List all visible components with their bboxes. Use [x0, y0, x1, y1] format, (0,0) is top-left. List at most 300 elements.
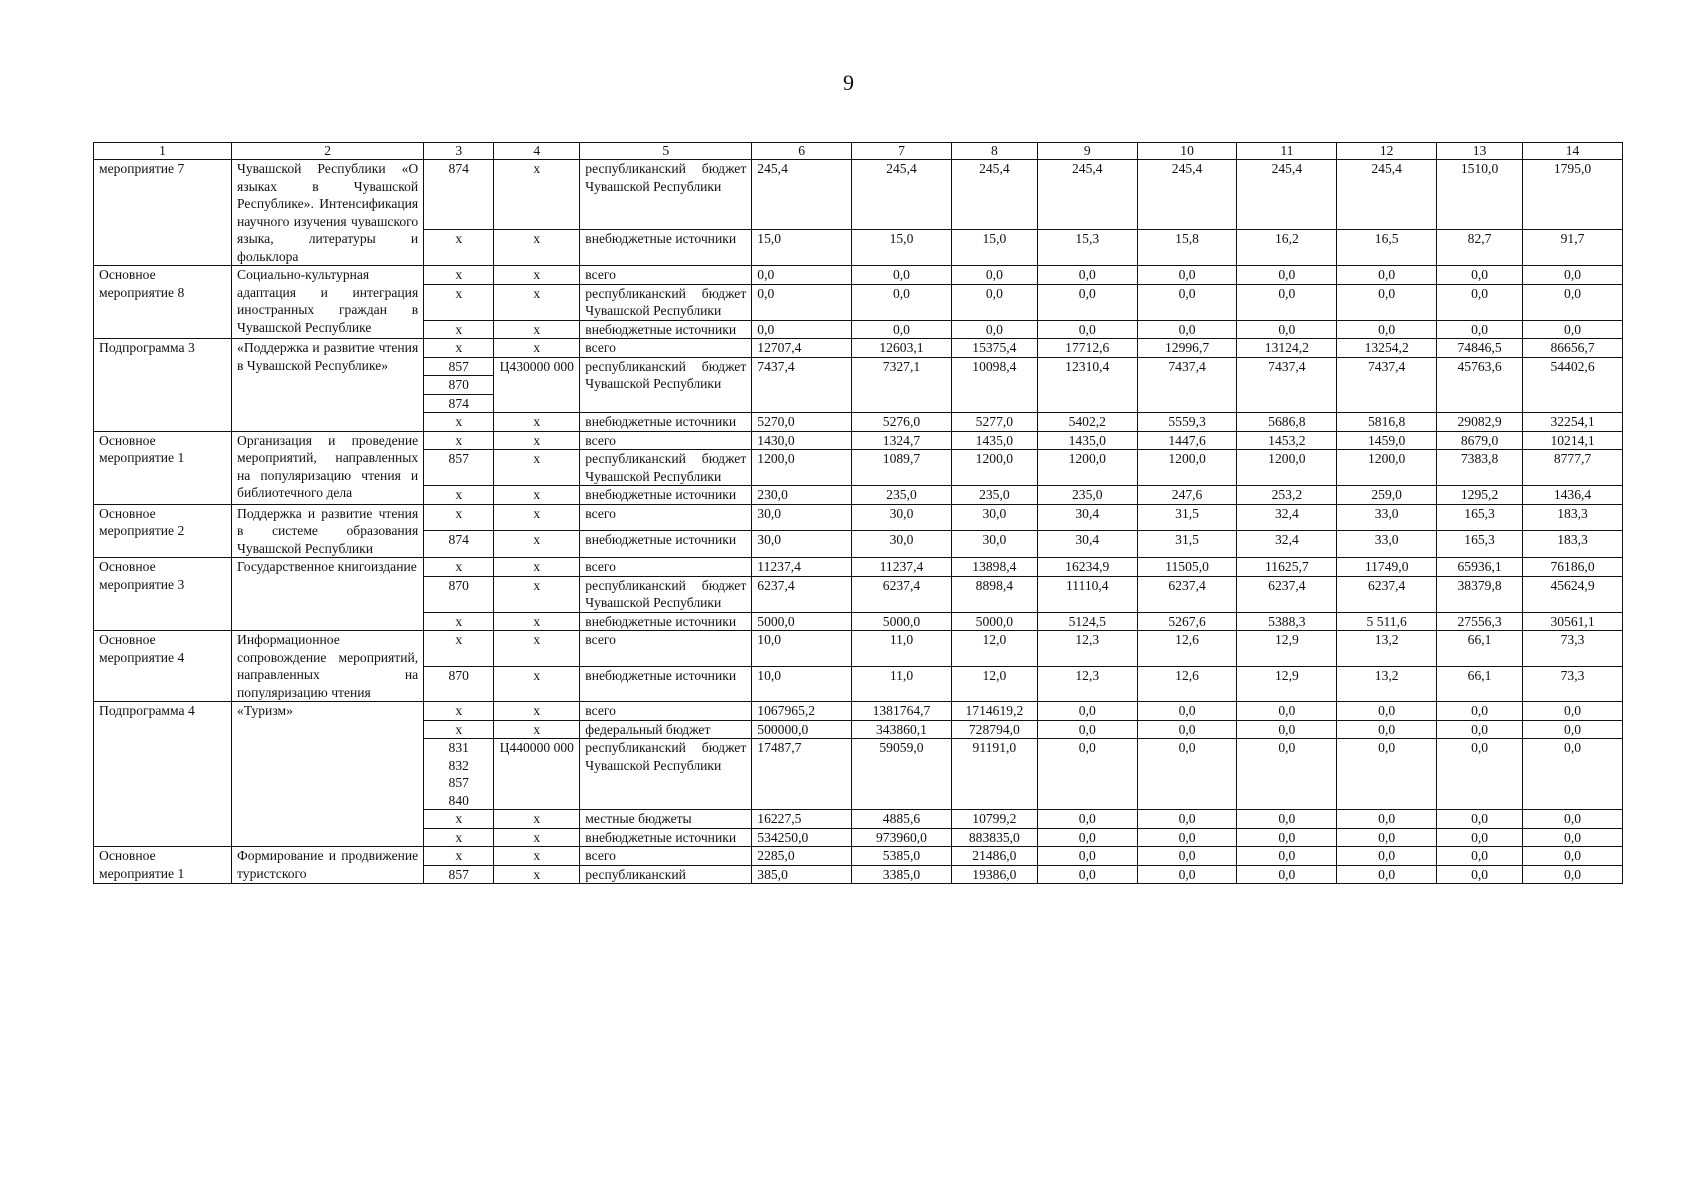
funding-source: республиканский — [580, 865, 752, 884]
amount-cell: 343860,1 — [852, 720, 952, 739]
amount-cell: 15,0 — [752, 230, 852, 266]
amount-cell: 165,3 — [1437, 531, 1523, 558]
amount-cell: 16,2 — [1237, 230, 1337, 266]
amount-cell: 12,9 — [1237, 666, 1337, 702]
amount-cell: 0,0 — [1037, 739, 1137, 810]
amount-cell: 534250,0 — [752, 828, 852, 847]
ministry-code-cell — [424, 612, 494, 631]
amount-cell: 245,4 — [852, 160, 952, 230]
amount-cell: 12707,4 — [752, 339, 852, 358]
funding-source: внебюджетные источники — [580, 230, 752, 266]
section-label: Подпрограмма 4 — [94, 702, 232, 847]
ministry-code-cell — [424, 720, 494, 739]
amount-cell: 66,1 — [1437, 631, 1523, 667]
amount-cell: 45624,9 — [1523, 576, 1623, 612]
funding-source: республиканский бюджет Чувашской Республики — [580, 357, 752, 413]
amount-cell: 30,0 — [852, 531, 952, 558]
budget-classification-code: x — [494, 431, 580, 450]
column-number-row — [94, 143, 1623, 160]
table-row — [94, 504, 1623, 531]
funding-source: всего — [580, 504, 752, 531]
amount-cell: 5559,3 — [1137, 413, 1237, 432]
table-row — [94, 160, 1623, 230]
amount-cell: 32,4 — [1237, 531, 1337, 558]
amount-cell: 245,4 — [1337, 160, 1437, 230]
amount-cell: 0,0 — [1137, 739, 1237, 810]
table-row — [94, 339, 1623, 358]
amount-cell: 0,0 — [1337, 320, 1437, 339]
section-name: Государственное книгоиздание — [232, 558, 424, 631]
ministry-code: x — [455, 632, 463, 647]
amount-cell: 16,5 — [1337, 230, 1437, 266]
ministry-code: x — [455, 432, 463, 448]
amount-cell: 11110,4 — [1037, 576, 1137, 612]
amount-cell: 245,4 — [951, 160, 1037, 230]
ministry-code: 870 — [448, 667, 469, 683]
page-number: 9 — [843, 70, 854, 95]
section-label: Основное мероприятие 2 — [94, 504, 232, 558]
section-label: Основное мероприятие 8 — [94, 266, 232, 339]
budget-classification-code: x — [494, 828, 580, 847]
funding-source: всего — [580, 431, 752, 450]
amount-cell: 183,3 — [1523, 504, 1623, 531]
amount-cell: 0,0 — [852, 320, 952, 339]
amount-cell: 12,3 — [1037, 631, 1137, 667]
amount-cell: 0,0 — [951, 266, 1037, 285]
amount-cell: 0,0 — [752, 284, 852, 320]
amount-cell: 7437,4 — [1337, 357, 1437, 413]
amount-cell: 8777,7 — [1523, 450, 1623, 486]
amount-cell: 76186,0 — [1523, 558, 1623, 577]
amount-cell: 5124,5 — [1037, 612, 1137, 631]
amount-cell: 13898,4 — [951, 558, 1037, 577]
amount-cell: 5000,0 — [852, 612, 952, 631]
amount-cell: 59059,0 — [852, 739, 952, 810]
amount-cell: 253,2 — [1237, 486, 1337, 505]
budget-classification-code: x — [494, 666, 580, 702]
amount-cell: 0,0 — [1037, 865, 1137, 884]
amount-cell: 0,0 — [1237, 865, 1337, 884]
ministry-code: x — [455, 829, 463, 845]
amount-cell: 230,0 — [752, 486, 852, 505]
amount-cell: 183,3 — [1523, 531, 1623, 558]
budget-classification-code: x — [494, 810, 580, 829]
amount-cell: 19386,0 — [951, 865, 1037, 884]
section-name: «Туризм» — [232, 702, 424, 847]
section-label: Основное мероприятие 4 — [94, 631, 232, 702]
amount-cell: 0,0 — [1523, 266, 1623, 285]
ministry-code-cell — [424, 531, 494, 558]
amount-cell: 30,4 — [1037, 531, 1137, 558]
amount-cell: 245,4 — [1037, 160, 1137, 230]
amount-cell: 21486,0 — [951, 847, 1037, 866]
amount-cell: 82,7 — [1437, 230, 1523, 266]
ministry-code: x — [455, 321, 463, 337]
amount-cell: 66,1 — [1437, 666, 1523, 702]
funding-source: внебюджетные источники — [580, 666, 752, 702]
ministry-code: 831 — [448, 740, 469, 755]
amount-cell: 0,0 — [1337, 739, 1437, 810]
column-number-4: 4 — [494, 143, 580, 160]
funding-source: республиканский бюджет Чувашской Республики — [580, 739, 752, 810]
section-name: Социально-культурная адаптация и интеграция иностранных граждан в Чувашской Республике — [232, 266, 424, 339]
amount-cell: 1435,0 — [951, 431, 1037, 450]
ministry-code: 874 — [448, 395, 469, 411]
amount-cell: 45763,6 — [1437, 357, 1523, 413]
amount-cell: 0,0 — [1523, 865, 1623, 884]
ministry-code-cell — [424, 847, 494, 866]
funding-source: всего — [580, 702, 752, 721]
amount-cell: 0,0 — [1137, 810, 1237, 829]
amount-cell: 1459,0 — [1337, 431, 1437, 450]
section-name: Организация и проведение мероприятий, направленных на популяризацию чтения и библиотечного дела — [232, 431, 424, 504]
budget-classification-code: x — [494, 486, 580, 505]
amount-cell: 6237,4 — [1337, 576, 1437, 612]
budget-classification-code: x — [494, 230, 580, 266]
amount-cell: 15,8 — [1137, 230, 1237, 266]
amount-cell: 5267,6 — [1137, 612, 1237, 631]
budget-classification-code: x — [494, 413, 580, 432]
ministry-code: x — [455, 285, 463, 301]
amount-cell: 0,0 — [1137, 320, 1237, 339]
ministry-code-cell — [424, 413, 494, 432]
ministry-code-cell — [424, 558, 494, 577]
amount-cell: 0,0 — [1137, 865, 1237, 884]
amount-cell: 74846,5 — [1437, 339, 1523, 358]
budget-classification-code: x — [494, 612, 580, 631]
funding-source: республиканский бюджет Чувашской Республики — [580, 284, 752, 320]
funding-source: внебюджетные источники — [580, 413, 752, 432]
amount-cell: 0,0 — [1137, 266, 1237, 285]
amount-cell: 1430,0 — [752, 431, 852, 450]
budget-classification-code: x — [494, 339, 580, 358]
funding-source: всего — [580, 266, 752, 285]
amount-cell: 235,0 — [852, 486, 952, 505]
ministry-code-cell — [424, 486, 494, 505]
amount-cell: 0,0 — [752, 266, 852, 285]
amount-cell: 13,2 — [1337, 666, 1437, 702]
column-number-9: 9 — [1037, 143, 1137, 160]
amount-cell: 0,0 — [1437, 739, 1523, 810]
amount-cell: 73,3 — [1523, 666, 1623, 702]
amount-cell: 31,5 — [1137, 531, 1237, 558]
amount-cell: 17712,6 — [1037, 339, 1137, 358]
amount-cell: 30,0 — [951, 531, 1037, 558]
amount-cell: 7437,4 — [1137, 357, 1237, 413]
amount-cell: 1200,0 — [951, 450, 1037, 486]
amount-cell: 6237,4 — [1137, 576, 1237, 612]
amount-cell: 0,0 — [752, 320, 852, 339]
amount-cell: 4885,6 — [852, 810, 952, 829]
amount-cell: 15375,4 — [951, 339, 1037, 358]
amount-cell: 32254,1 — [1523, 413, 1623, 432]
amount-cell: 728794,0 — [951, 720, 1037, 739]
amount-cell: 0,0 — [1523, 739, 1623, 810]
amount-cell: 5686,8 — [1237, 413, 1337, 432]
amount-cell: 10799,2 — [951, 810, 1037, 829]
ministry-code: x — [455, 267, 463, 282]
ministry-code: 857 — [448, 866, 469, 882]
amount-cell: 1200,0 — [1237, 450, 1337, 486]
column-number-13: 13 — [1437, 143, 1523, 160]
budget-classification-code: x — [494, 266, 580, 285]
amount-cell: 11749,0 — [1337, 558, 1437, 577]
amount-cell: 0,0 — [1337, 810, 1437, 829]
amount-cell: 1200,0 — [1337, 450, 1437, 486]
section-label: Основное мероприятие 1 — [94, 847, 232, 884]
amount-cell: 0,0 — [1037, 702, 1137, 721]
amount-cell: 0,0 — [1337, 847, 1437, 866]
amount-cell: 12,9 — [1237, 631, 1337, 667]
section-name: Информационное сопровождение мероприятий, направленных на популяризацию чтения — [232, 631, 424, 702]
table-row — [94, 631, 1623, 667]
ministry-code: 874 — [448, 532, 469, 548]
amount-cell: 0,0 — [1523, 847, 1623, 866]
amount-cell: 30561,1 — [1523, 612, 1623, 631]
funding-source: всего — [580, 558, 752, 577]
amount-cell: 11625,7 — [1237, 558, 1337, 577]
amount-cell: 2285,0 — [752, 847, 852, 866]
budget-classification-code: x — [494, 504, 580, 531]
funding-source: местные бюджеты — [580, 810, 752, 829]
ministry-code: x — [455, 505, 463, 521]
amount-cell: 0,0 — [1437, 847, 1523, 866]
funding-source: внебюджетные источники — [580, 486, 752, 505]
amount-cell: 0,0 — [1337, 702, 1437, 721]
amount-cell: 5000,0 — [752, 612, 852, 631]
amount-cell: 0,0 — [1523, 702, 1623, 721]
amount-cell: 5 511,6 — [1337, 612, 1437, 631]
funding-source: внебюджетные источники — [580, 612, 752, 631]
amount-cell: 12,6 — [1137, 666, 1237, 702]
amount-cell: 0,0 — [1237, 266, 1337, 285]
budget-classification-code: x — [494, 576, 580, 612]
amount-cell: 0,0 — [852, 284, 952, 320]
budget-classification-code: x — [494, 558, 580, 577]
amount-cell: 1067965,2 — [752, 702, 852, 721]
column-number-11: 11 — [1237, 143, 1337, 160]
budget-classification-code: x — [494, 531, 580, 558]
amount-cell: 91191,0 — [951, 739, 1037, 810]
amount-cell: 0,0 — [1237, 847, 1337, 866]
section-label: Основное мероприятие 3 — [94, 558, 232, 631]
table-row — [94, 847, 1623, 866]
amount-cell: 0,0 — [951, 284, 1037, 320]
amount-cell: 0,0 — [1337, 284, 1437, 320]
budget-table — [93, 142, 1623, 884]
amount-cell: 15,0 — [852, 230, 952, 266]
column-number-1: 1 — [94, 143, 232, 160]
amount-cell: 8898,4 — [951, 576, 1037, 612]
amount-cell: 245,4 — [1137, 160, 1237, 230]
amount-cell: 0,0 — [1337, 828, 1437, 847]
ministry-code-cell — [424, 739, 494, 810]
ministry-code-cell — [424, 666, 494, 702]
ministry-code: 832 — [448, 757, 469, 773]
column-number-5: 5 — [580, 143, 752, 160]
amount-cell: 0,0 — [1237, 828, 1337, 847]
amount-cell: 0,0 — [1037, 810, 1137, 829]
amount-cell: 33,0 — [1337, 531, 1437, 558]
amount-cell: 0,0 — [1437, 720, 1523, 739]
ministry-code-cell — [424, 320, 494, 339]
amount-cell: 0,0 — [1237, 810, 1337, 829]
amount-cell: 1435,0 — [1037, 431, 1137, 450]
amount-cell: 1200,0 — [1037, 450, 1137, 486]
table-row — [94, 702, 1623, 721]
section-label: мероприятие 7 — [94, 160, 232, 266]
funding-source: всего — [580, 631, 752, 667]
amount-cell: 0,0 — [1337, 266, 1437, 285]
ministry-code-cell — [424, 450, 494, 486]
amount-cell: 65936,1 — [1437, 558, 1523, 577]
amount-cell: 15,3 — [1037, 230, 1137, 266]
column-number-10: 10 — [1137, 143, 1237, 160]
amount-cell: 12,3 — [1037, 666, 1137, 702]
amount-cell: 30,0 — [951, 504, 1037, 531]
column-number-7: 7 — [852, 143, 952, 160]
amount-cell: 0,0 — [1523, 320, 1623, 339]
amount-cell: 0,0 — [852, 266, 952, 285]
column-number-12: 12 — [1337, 143, 1437, 160]
amount-cell: 38379,8 — [1437, 576, 1523, 612]
amount-cell: 0,0 — [951, 320, 1037, 339]
amount-cell: 1795,0 — [1523, 160, 1623, 230]
ministry-code: x — [455, 340, 463, 355]
ministry-code-cell — [424, 160, 494, 230]
amount-cell: 7437,4 — [1237, 357, 1337, 413]
amount-cell: 11,0 — [852, 631, 952, 667]
ministry-code: 857 — [448, 775, 469, 790]
ministry-code-cell — [424, 230, 494, 266]
amount-cell: 0,0 — [1137, 847, 1237, 866]
budget-classification-code: Ц440000 000 — [494, 739, 580, 810]
budget-classification-code: x — [494, 631, 580, 667]
amount-cell: 0,0 — [1437, 702, 1523, 721]
ministry-code: 857 — [424, 358, 493, 377]
amount-cell: 12996,7 — [1137, 339, 1237, 358]
ministry-code-cell — [424, 431, 494, 450]
ministry-code-cell — [424, 266, 494, 285]
amount-cell: 973960,0 — [852, 828, 952, 847]
section-label: Основное мероприятие 1 — [94, 431, 232, 504]
column-number-6: 6 — [752, 143, 852, 160]
column-number-14: 14 — [1523, 143, 1623, 160]
amount-cell: 0,0 — [1237, 284, 1337, 320]
amount-cell: 0,0 — [1037, 828, 1137, 847]
amount-cell: 0,0 — [1437, 320, 1523, 339]
amount-cell: 12310,4 — [1037, 357, 1137, 413]
amount-cell: 1200,0 — [1137, 450, 1237, 486]
amount-cell: 13254,2 — [1337, 339, 1437, 358]
budget-classification-code: x — [494, 720, 580, 739]
ministry-code: x — [455, 231, 463, 247]
amount-cell: 5000,0 — [951, 612, 1037, 631]
amount-cell: 13124,2 — [1237, 339, 1337, 358]
amount-cell: 0,0 — [1437, 284, 1523, 320]
amount-cell: 1436,4 — [1523, 486, 1623, 505]
amount-cell: 0,0 — [1237, 702, 1337, 721]
amount-cell: 0,0 — [1523, 810, 1623, 829]
amount-cell: 10098,4 — [951, 357, 1037, 413]
amount-cell: 0,0 — [1337, 720, 1437, 739]
ministry-code: x — [455, 811, 463, 826]
amount-cell: 33,0 — [1337, 504, 1437, 531]
amount-cell: 1295,2 — [1437, 486, 1523, 505]
budget-classification-code: x — [494, 320, 580, 339]
ministry-code: 840 — [448, 792, 469, 808]
amount-cell: 0,0 — [1237, 320, 1337, 339]
amount-cell: 1200,0 — [752, 450, 852, 486]
amount-cell: 16227,5 — [752, 810, 852, 829]
table-row — [94, 266, 1623, 285]
amount-cell: 5402,2 — [1037, 413, 1137, 432]
amount-cell: 54402,6 — [1523, 357, 1623, 413]
amount-cell: 5276,0 — [852, 413, 952, 432]
amount-cell: 5385,0 — [852, 847, 952, 866]
ministry-code: x — [455, 613, 463, 629]
amount-cell: 0,0 — [1137, 720, 1237, 739]
amount-cell: 12,6 — [1137, 631, 1237, 667]
table-row — [94, 558, 1623, 577]
ministry-code-cell — [424, 631, 494, 667]
ministry-code: x — [455, 414, 463, 429]
budget-classification-code: Ц430000 000 — [494, 357, 580, 413]
amount-cell: 30,0 — [752, 504, 852, 531]
amount-cell: 29082,9 — [1437, 413, 1523, 432]
ministry-code-cell — [424, 702, 494, 721]
amount-cell: 11237,4 — [852, 558, 952, 577]
amount-cell: 5388,3 — [1237, 612, 1337, 631]
amount-cell: 6237,4 — [852, 576, 952, 612]
amount-cell: 0,0 — [1037, 320, 1137, 339]
amount-cell: 5277,0 — [951, 413, 1037, 432]
ministry-code-cell — [424, 357, 494, 413]
ministry-code: x — [455, 487, 463, 502]
amount-cell: 32,4 — [1237, 504, 1337, 531]
amount-cell: 235,0 — [951, 486, 1037, 505]
ministry-code-cell — [424, 576, 494, 612]
amount-cell: 0,0 — [1037, 847, 1137, 866]
amount-cell: 7327,1 — [852, 357, 952, 413]
amount-cell: 10,0 — [752, 631, 852, 667]
funding-source: внебюджетные источники — [580, 828, 752, 847]
amount-cell: 0,0 — [1337, 865, 1437, 884]
amount-cell: 1324,7 — [852, 431, 952, 450]
amount-cell: 30,0 — [752, 531, 852, 558]
ministry-code-cell — [424, 865, 494, 884]
budget-classification-code: x — [494, 450, 580, 486]
ministry-code: 870 — [424, 376, 493, 395]
funding-source: республиканский бюджет Чувашской Республики — [580, 450, 752, 486]
amount-cell: 0,0 — [1523, 284, 1623, 320]
amount-cell: 0,0 — [1437, 828, 1523, 847]
column-number-3: 3 — [424, 143, 494, 160]
amount-cell: 1714619,2 — [951, 702, 1037, 721]
amount-cell: 0,0 — [1037, 720, 1137, 739]
table-row — [94, 431, 1623, 450]
amount-cell: 3385,0 — [852, 865, 952, 884]
budget-classification-code: x — [494, 847, 580, 866]
amount-cell: 500000,0 — [752, 720, 852, 739]
amount-cell: 86656,7 — [1523, 339, 1623, 358]
amount-cell: 31,5 — [1137, 504, 1237, 531]
amount-cell: 1510,0 — [1437, 160, 1523, 230]
funding-source: всего — [580, 339, 752, 358]
ministry-code: x — [455, 721, 463, 737]
amount-cell: 0,0 — [1237, 720, 1337, 739]
section-name: «Поддержка и развитие чтения в Чувашской Республике» — [232, 339, 424, 432]
